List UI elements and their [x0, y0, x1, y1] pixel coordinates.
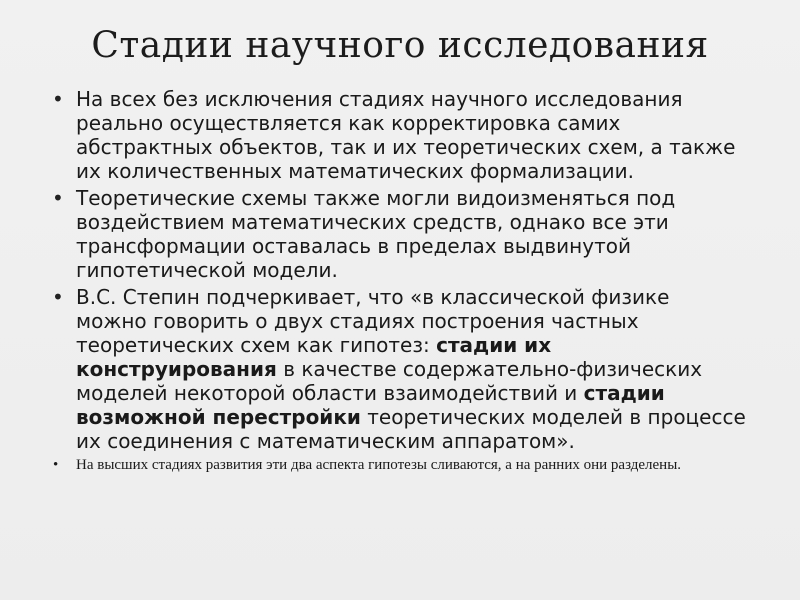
- bullet-dot-icon: •: [52, 186, 64, 210]
- note-item: [46, 456, 746, 475]
- bullet-text-bold: стадии возможной перестройки: [76, 381, 665, 429]
- note-dot-icon: •: [53, 457, 59, 473]
- bullet-item: [46, 186, 746, 282]
- bullet-text-part: теоретических моделей в процессе их соединения с математическим аппаратом».: [76, 405, 746, 453]
- bullet-item: [46, 285, 746, 453]
- bullet-text-bold: стадии их конструирования: [76, 333, 552, 381]
- bullet-text: Теоретические схемы также могли видоизменяться под воздействием математических средств, однако все эти трансформации оставалась в пределах выдвинутой гипотетической модели.: [76, 186, 676, 282]
- note-text: На высших стадиях развития эти два аспекта гипотезы сливаются, а на ранних они разделены.: [76, 457, 682, 473]
- bullet-list: [46, 87, 746, 475]
- bullet-text: На всех без исключения стадиях научного исследования реально осуществляется как корректировка самих абстрактных объектов, так и их теоретических схем, а также их количественных математических формализации.: [76, 87, 736, 183]
- bullet-item: [46, 87, 746, 183]
- bullet-text-part: В.С. Степин подчеркивает, что «в классической физике можно говорить о двух стадиях построения частных теоретических схем как гипотез:: [76, 285, 670, 357]
- bullet-text-part: в качестве содержательно-физических моделей некоторой области взаимодействий и: [76, 357, 703, 405]
- bullet-dot-icon: •: [52, 87, 64, 111]
- slide-title: Стадии научного исследования: [91, 25, 709, 66]
- bullet-dot-icon: •: [52, 285, 64, 309]
